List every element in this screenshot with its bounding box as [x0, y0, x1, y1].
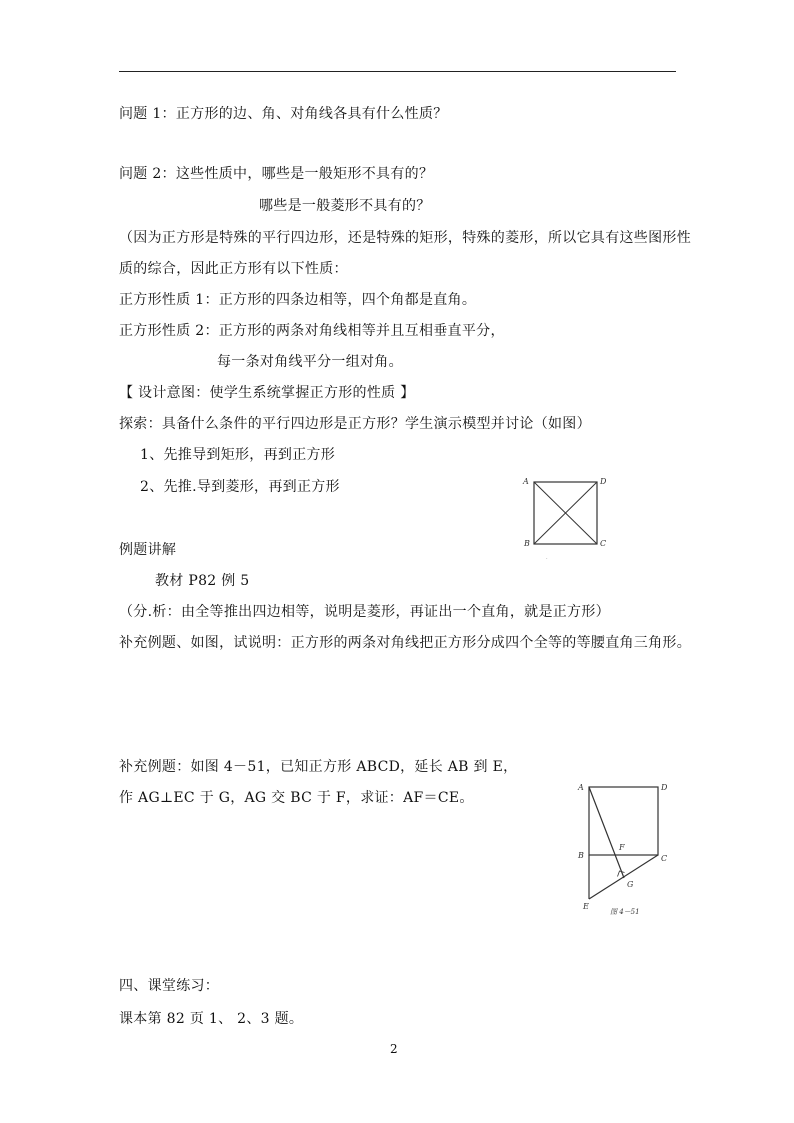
explanation-line-1: （因为正方形是特殊的平行四边形，还是特殊的矩形，特殊的菱形，所以它具有这些图形性	[119, 230, 691, 246]
explore-step-2: 2、先推.导到菱形，再到正方形	[140, 479, 340, 495]
header-rule	[119, 71, 676, 72]
label-b: B	[524, 539, 530, 548]
example-heading: 例题讲解	[119, 542, 177, 558]
supplementary-example-2-line-2: 作 AG⊥EC 于 G，AG 交 BC 于 F，求证：AF＝CE。	[119, 790, 474, 806]
label-d: D	[661, 783, 668, 792]
label-c: C	[661, 854, 668, 863]
figure-4-51	[576, 778, 686, 920]
square-diagonals-figure	[520, 472, 610, 562]
supplementary-example-1: 补充例题、如图，试说明：正方形的两条对角线把正方形分成四个全等的等腰直角三角形。	[119, 635, 691, 651]
property-2-continued: 每一条对角线平分一组对角。	[217, 354, 403, 370]
explanation-line-2: 质的综合，因此正方形有以下性质：	[119, 261, 348, 277]
question-2-continued: 哪些是一般菱形不具有的？	[259, 198, 431, 214]
label-d: D	[600, 477, 607, 486]
label-g: G	[627, 880, 634, 889]
property-2: 正方形性质 2：正方形的两条对角线相等并且互相垂直平分，	[119, 323, 505, 339]
page-number: 2	[390, 1042, 398, 1056]
explore-step-1: 1、先推导到矩形，再到正方形	[140, 447, 336, 463]
design-intent: 【 设计意图：使学生系统掌握正方形的性质 】	[119, 385, 415, 401]
label-f: F	[619, 843, 625, 852]
label-a: A	[523, 477, 529, 486]
label-c: C	[600, 539, 607, 548]
label-b: B	[578, 851, 584, 860]
tiny-mark: .	[546, 555, 548, 561]
practice-assignment: 课本第 82 页 1、 2、3 题。	[119, 1011, 304, 1027]
segment-ag	[589, 787, 624, 878]
question-1: 问题 1：正方形的边、角、对角线各具有什么性质？	[119, 106, 448, 122]
label-a: A	[578, 783, 584, 792]
practice-heading: 四、课堂练习：	[119, 978, 220, 994]
figure-caption: 图 4－51	[610, 908, 640, 916]
analysis-note: （分.析：由全等推出四边相等，说明是菱形，再证出一个直角，就是正方形）	[119, 604, 610, 620]
property-1: 正方形性质 1：正方形的四条边相等，四个角都是直角。	[119, 292, 477, 308]
question-2: 问题 2：这些性质中，哪些是一般矩形不具有的？	[119, 166, 434, 182]
textbook-reference: 教材 P82 例 5	[155, 573, 250, 589]
supplementary-example-2-line-1: 补充例题：如图 4－51，已知正方形 ABCD，延长 AB 到 E，	[119, 759, 518, 775]
explore-prompt: 探索：具备什么条件的平行四边形是正方形？学生演示模型并讨论（如图）	[119, 416, 591, 432]
label-e: E	[583, 902, 589, 911]
